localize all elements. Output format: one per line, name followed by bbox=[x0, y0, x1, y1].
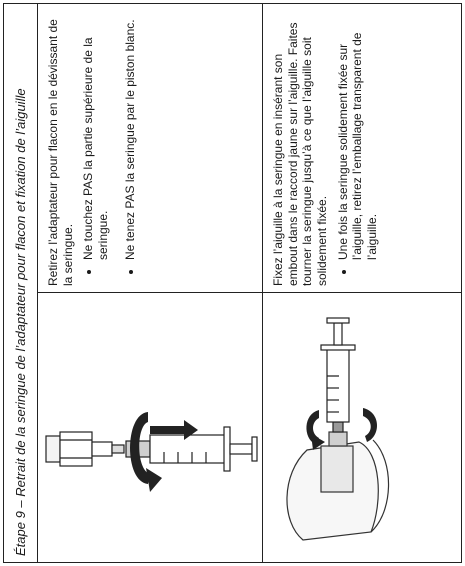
illustration-cell-1 bbox=[38, 292, 262, 562]
instruction-cell-1 bbox=[38, 4, 262, 292]
instruction-table bbox=[3, 3, 462, 563]
step-2-text: Fixez l’aiguille à la seringue en insérant son embout dans le raccord jaune sur l’aiguille. Faites tourner la seringue jusqu’à ce que l’aiguille soit solidement fixée. bbox=[271, 22, 329, 286]
step-2-bullet-1: • Une fois la seringue solidement fixée sur l’aiguille, retirez l’emballage transparent de l’aiguille. bbox=[336, 12, 380, 260]
step-row-1 bbox=[38, 4, 263, 562]
step-1-bullet-1: • Ne touchez PAS la partie supérieure de la seringue. bbox=[81, 12, 110, 260]
step-2-bullets bbox=[336, 12, 380, 286]
step-row-2 bbox=[263, 4, 461, 562]
instruction-cell-2 bbox=[263, 4, 461, 292]
step-1-bullets bbox=[81, 12, 137, 286]
unscrew-vial-adapter-illustration bbox=[38, 294, 262, 562]
step-title: Étape 9 – Retrait de la seringue de l’adaptateur pour flacon et fixation de l’aiguille bbox=[13, 88, 28, 556]
step-1-bullet-2: • Ne tenez PAS la seringue par le piston blanc. bbox=[123, 12, 138, 260]
attach-needle-illustration bbox=[263, 294, 459, 562]
illustration-cell-2 bbox=[263, 292, 461, 562]
step-1-text: Retirez l’adaptateur pour flacon en le dévissant de la seringue. bbox=[46, 19, 75, 286]
table-header bbox=[4, 4, 38, 562]
